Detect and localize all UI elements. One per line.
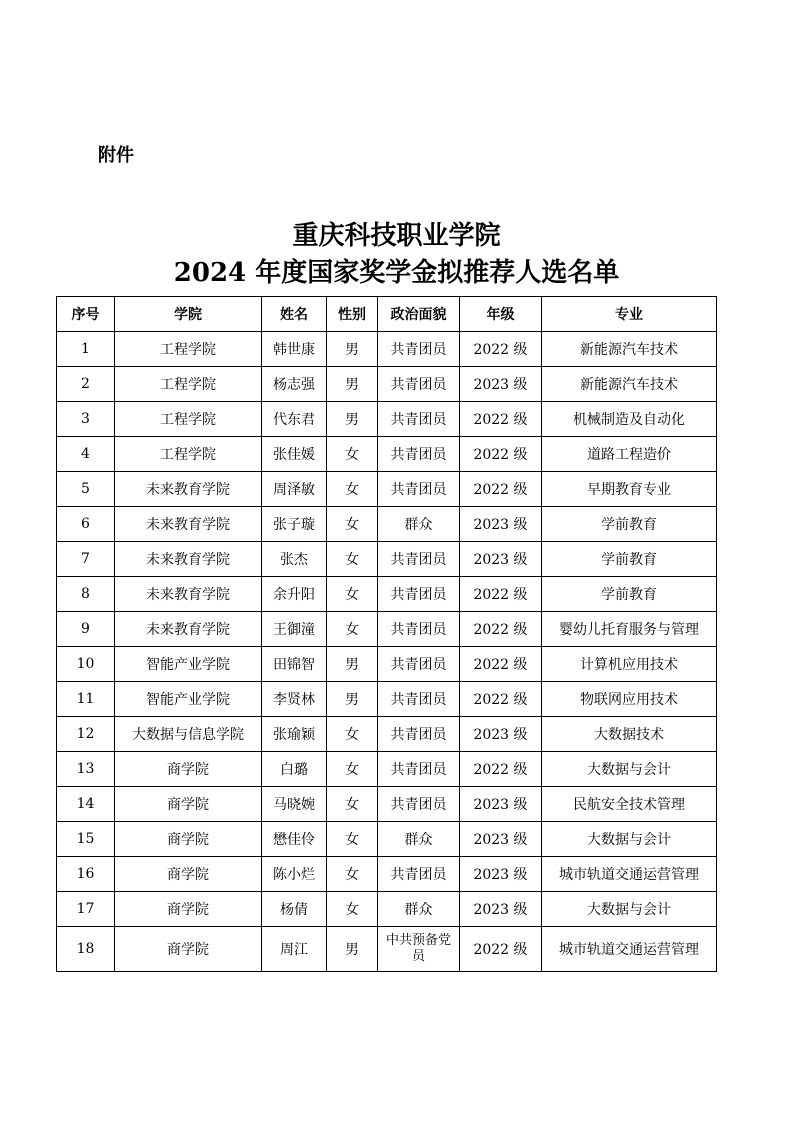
cell-college: 未来教育学院 <box>115 542 262 577</box>
header-major: 专业 <box>542 297 717 332</box>
cell-college: 商学院 <box>115 857 262 892</box>
table-row <box>57 402 717 437</box>
table-row <box>57 437 717 472</box>
table-row <box>57 927 717 972</box>
cell-gender: 男 <box>327 402 378 437</box>
table-row <box>57 367 717 402</box>
cell-college: 商学院 <box>115 892 262 927</box>
table-row <box>57 472 717 507</box>
cell-political-status: 共青团员 <box>378 787 460 822</box>
cell-college: 未来教育学院 <box>115 472 262 507</box>
cell-political-status: 共青团员 <box>378 332 460 367</box>
cell-gender: 女 <box>327 472 378 507</box>
table-body <box>57 332 717 972</box>
cell-political-status: 群众 <box>378 822 460 857</box>
cell-index: 7 <box>57 542 115 577</box>
cell-index: 6 <box>57 507 115 542</box>
cell-college: 商学院 <box>115 927 262 972</box>
cell-gender: 男 <box>327 927 378 972</box>
cell-major: 学前教育 <box>542 577 717 612</box>
cell-political-status: 共青团员 <box>378 717 460 752</box>
cell-political-status: 共青团员 <box>378 542 460 577</box>
cell-college: 智能产业学院 <box>115 682 262 717</box>
cell-gender: 女 <box>327 822 378 857</box>
table-row <box>57 717 717 752</box>
cell-major: 城市轨道交通运营管理 <box>542 927 717 972</box>
cell-college: 大数据与信息学院 <box>115 717 262 752</box>
table-header-row <box>57 297 717 332</box>
table-row <box>57 542 717 577</box>
cell-major: 计算机应用技术 <box>542 647 717 682</box>
cell-political-status <box>378 927 460 972</box>
cell-index: 11 <box>57 682 115 717</box>
cell-college: 未来教育学院 <box>115 612 262 647</box>
cell-grade: 2022 级 <box>460 752 542 787</box>
cell-index: 14 <box>57 787 115 822</box>
cell-index: 13 <box>57 752 115 787</box>
table-row <box>57 857 717 892</box>
cell-grade: 2022 级 <box>460 437 542 472</box>
cell-grade: 2023 级 <box>460 787 542 822</box>
cell-college: 工程学院 <box>115 367 262 402</box>
cell-grade: 2023 级 <box>460 367 542 402</box>
cell-name: 王御潼 <box>262 612 327 647</box>
cell-index: 9 <box>57 612 115 647</box>
cell-grade: 2022 级 <box>460 472 542 507</box>
header-grade: 年级 <box>460 297 542 332</box>
cell-political-status: 共青团员 <box>378 612 460 647</box>
cell-gender: 男 <box>327 682 378 717</box>
cell-gender: 女 <box>327 717 378 752</box>
table-row <box>57 752 717 787</box>
cell-major: 民航安全技术管理 <box>542 787 717 822</box>
cell-college: 商学院 <box>115 822 262 857</box>
cell-gender: 女 <box>327 892 378 927</box>
cell-index: 17 <box>57 892 115 927</box>
cell-major: 学前教育 <box>542 507 717 542</box>
cell-major: 早期教育专业 <box>542 472 717 507</box>
cell-college: 工程学院 <box>115 332 262 367</box>
cell-political-status-text: 中共预备党员 <box>385 933 451 964</box>
cell-political-status: 共青团员 <box>378 472 460 507</box>
cell-college: 工程学院 <box>115 402 262 437</box>
table-row <box>57 647 717 682</box>
cell-index: 5 <box>57 472 115 507</box>
cell-political-status: 群众 <box>378 892 460 927</box>
cell-index: 10 <box>57 647 115 682</box>
cell-political-status: 共青团员 <box>378 402 460 437</box>
cell-name: 李贤林 <box>262 682 327 717</box>
cell-gender: 男 <box>327 647 378 682</box>
cell-gender: 男 <box>327 367 378 402</box>
cell-college: 工程学院 <box>115 437 262 472</box>
cell-name: 白璐 <box>262 752 327 787</box>
cell-name: 陈小烂 <box>262 857 327 892</box>
cell-major: 大数据与会计 <box>542 752 717 787</box>
cell-gender: 女 <box>327 577 378 612</box>
cell-major: 城市轨道交通运营管理 <box>542 857 717 892</box>
cell-name: 马晓婉 <box>262 787 327 822</box>
table-row <box>57 332 717 367</box>
header-college: 学院 <box>115 297 262 332</box>
table-row <box>57 507 717 542</box>
cell-grade: 2023 级 <box>460 717 542 752</box>
cell-index: 8 <box>57 577 115 612</box>
cell-major: 新能源汽车技术 <box>542 332 717 367</box>
cell-grade: 2022 级 <box>460 402 542 437</box>
header-index: 序号 <box>57 297 115 332</box>
cell-grade: 2022 级 <box>460 682 542 717</box>
cell-gender: 女 <box>327 787 378 822</box>
cell-gender: 女 <box>327 612 378 647</box>
table-row <box>57 822 717 857</box>
cell-gender: 女 <box>327 857 378 892</box>
cell-college: 商学院 <box>115 752 262 787</box>
cell-college: 智能产业学院 <box>115 647 262 682</box>
cell-grade: 2023 级 <box>460 892 542 927</box>
cell-index: 16 <box>57 857 115 892</box>
cell-name: 杨志强 <box>262 367 327 402</box>
cell-name: 代东君 <box>262 402 327 437</box>
cell-gender: 女 <box>327 542 378 577</box>
cell-major: 学前教育 <box>542 542 717 577</box>
cell-major: 婴幼儿托育服务与管理 <box>542 612 717 647</box>
document-title-line2: 2024 年度国家奖学金拟推荐人选名单 <box>173 258 620 288</box>
cell-name: 韩世康 <box>262 332 327 367</box>
cell-grade: 2022 级 <box>460 332 542 367</box>
cell-index: 3 <box>57 402 115 437</box>
cell-name: 张佳媛 <box>262 437 327 472</box>
cell-gender: 女 <box>327 507 378 542</box>
cell-political-status: 共青团员 <box>378 367 460 402</box>
cell-gender: 男 <box>327 332 378 367</box>
cell-major: 道路工程造价 <box>542 437 717 472</box>
table-row <box>57 787 717 822</box>
cell-grade: 2022 级 <box>460 577 542 612</box>
cell-major: 大数据技术 <box>542 717 717 752</box>
cell-index: 12 <box>57 717 115 752</box>
cell-name: 余升阳 <box>262 577 327 612</box>
table-row <box>57 612 717 647</box>
cell-political-status: 共青团员 <box>378 857 460 892</box>
cell-name: 周江 <box>262 927 327 972</box>
cell-political-status: 共青团员 <box>378 647 460 682</box>
cell-grade: 2022 级 <box>460 647 542 682</box>
cell-name: 张瑜颖 <box>262 717 327 752</box>
cell-grade: 2022 级 <box>460 927 542 972</box>
cell-college: 未来教育学院 <box>115 507 262 542</box>
cell-name: 周泽敏 <box>262 472 327 507</box>
cell-major: 大数据与会计 <box>542 892 717 927</box>
cell-gender: 女 <box>327 437 378 472</box>
cell-index: 4 <box>57 437 115 472</box>
cell-name: 懋佳伶 <box>262 822 327 857</box>
cell-college: 商学院 <box>115 787 262 822</box>
cell-political-status: 群众 <box>378 507 460 542</box>
cell-political-status: 共青团员 <box>378 437 460 472</box>
cell-major: 大数据与会计 <box>542 822 717 857</box>
cell-political-status: 共青团员 <box>378 752 460 787</box>
header-political-status: 政治面貌 <box>378 297 460 332</box>
cell-name: 杨倩 <box>262 892 327 927</box>
nominee-table <box>56 296 717 972</box>
cell-grade: 2022 级 <box>460 612 542 647</box>
header-name: 姓名 <box>262 297 327 332</box>
cell-index: 18 <box>57 927 115 972</box>
cell-major: 物联网应用技术 <box>542 682 717 717</box>
cell-name: 张杰 <box>262 542 327 577</box>
header-gender: 性别 <box>327 297 378 332</box>
cell-index: 1 <box>57 332 115 367</box>
document-title-line1: 重庆科技职业学院 <box>292 221 501 251</box>
cell-grade: 2023 级 <box>460 857 542 892</box>
cell-major: 机械制造及自动化 <box>542 402 717 437</box>
cell-grade: 2023 级 <box>460 507 542 542</box>
table-row <box>57 577 717 612</box>
attachment-label: 附件 <box>98 145 134 166</box>
cell-grade: 2023 级 <box>460 822 542 857</box>
cell-index: 15 <box>57 822 115 857</box>
cell-political-status: 共青团员 <box>378 577 460 612</box>
table-row <box>57 682 717 717</box>
cell-gender: 女 <box>327 752 378 787</box>
cell-name: 张子璇 <box>262 507 327 542</box>
cell-grade: 2023 级 <box>460 542 542 577</box>
cell-name: 田锦智 <box>262 647 327 682</box>
cell-major: 新能源汽车技术 <box>542 367 717 402</box>
table-row <box>57 892 717 927</box>
cell-political-status: 共青团员 <box>378 682 460 717</box>
cell-index: 2 <box>57 367 115 402</box>
cell-college: 未来教育学院 <box>115 577 262 612</box>
